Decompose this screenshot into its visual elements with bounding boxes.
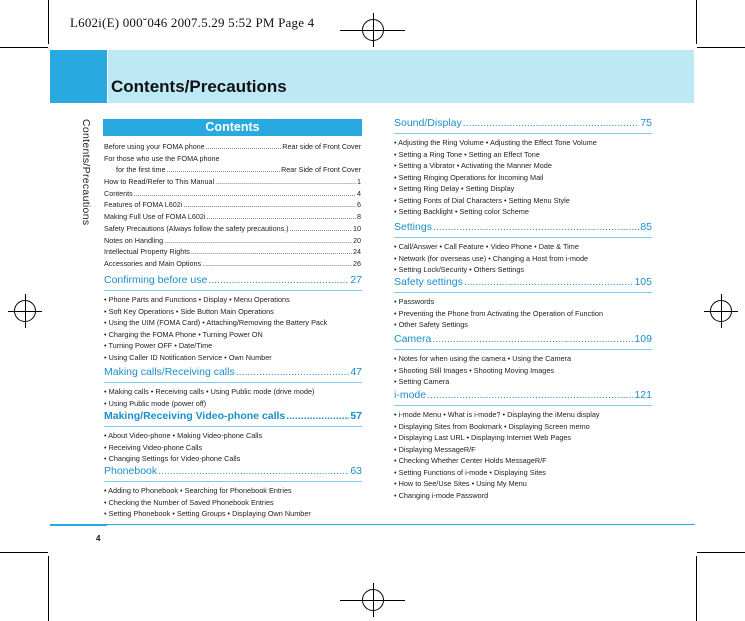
section-heading [394, 221, 652, 238]
bullet-item: • Passwords [394, 297, 435, 306]
toc-entry-title: Features of FOMA L602i [104, 200, 183, 210]
toc-entry-page: 1 [357, 177, 361, 187]
toc-entry [104, 153, 361, 165]
section-leader [433, 221, 639, 233]
toc-leader [202, 258, 352, 270]
section-block [394, 389, 652, 501]
toc-entry-page: Rear side of Front Cover [282, 142, 361, 151]
bullet-item: • Setting Ringing Operations for Incoming Mail [394, 172, 544, 182]
toc-entry-title: Intellectual Property Rights [104, 247, 190, 257]
bullet-item: • Checking the Number of Saved Phonebook Entries [104, 497, 274, 507]
bullet-item: • Displaying Sites from Bookmark • Displaying Screen memo [394, 421, 590, 431]
bullet-item: • Phone Parts and Functions • Display • Menu Operations [104, 295, 290, 304]
section-leader [427, 389, 633, 401]
section-heading [394, 276, 652, 293]
crop-mark [48, 0, 49, 44]
registration-mark-right [710, 300, 732, 322]
section-title: Safety settings [394, 276, 463, 288]
bullet-item: • Setting Fonts of Dial Characters • Setting Menu Style [394, 195, 570, 205]
bullet-item: • Using Public mode (power off) [104, 398, 207, 408]
section-title: Making calls/Receiving calls [104, 366, 235, 378]
bullet-list [394, 409, 652, 501]
bullet-item: • Setting a Ring Tone • Setting an Effect Tone [394, 149, 540, 159]
toc-entry-title: Safety Precautions (Always follow the safety precautions.) [104, 223, 289, 233]
bullet-item: • Adding to Phonebook • Searching for Phonebook Entries [104, 486, 292, 495]
section-heading [394, 389, 652, 406]
toc-entry [104, 235, 361, 247]
bullet-list [394, 353, 652, 388]
bullet-list [394, 241, 652, 276]
toc-entry [104, 176, 361, 188]
toc-entry [104, 199, 361, 211]
section-leader [158, 465, 349, 477]
bullet-list [104, 485, 362, 520]
bullet-item: • Preventing the Phone from Activating the Operation of Function [394, 308, 604, 318]
bullet-item: • Setting Backlight • Setting color Scheme [394, 207, 529, 216]
bullet-list [104, 430, 362, 465]
page-title: Contents/Precautions [111, 77, 287, 96]
toc-entry-title: Making Full Use of FOMA L602i [104, 212, 206, 222]
bullet-item: • Displaying Last URL • Displaying Internet Web Pages [394, 433, 572, 442]
toc-entry-page: 26 [353, 258, 361, 268]
bullet-item: • Using Caller ID Notification Service • Own Number [104, 352, 272, 362]
toc-entry-title: Accessories and Main Options [104, 258, 202, 268]
section-page: 27 [350, 274, 362, 286]
bullet-item: • Using the UIM (FOMA Card) • Attaching/Removing the Battery Pack [104, 318, 328, 327]
section-heading [394, 333, 652, 350]
section-title: Phonebook [104, 465, 158, 477]
crop-mark [697, 552, 745, 553]
bullet-list [104, 386, 362, 409]
section-leader [464, 276, 634, 288]
bullet-item: • Changing Settings for Video-phone Calls [104, 454, 241, 463]
section-block [104, 366, 362, 409]
toc-entry [104, 188, 361, 200]
toc-leader [183, 199, 356, 211]
bullet-item: • Setting Camera [394, 377, 450, 386]
toc-entry [104, 211, 361, 223]
bullet-item: • Setting Lock/Security • Others Settings [394, 265, 525, 274]
section-heading [104, 465, 362, 482]
bullet-item: • Charging the FOMA Phone • Turning Power ON [104, 329, 263, 339]
toc-entry-page: 4 [357, 188, 361, 198]
bullet-list [394, 137, 652, 218]
registration-mark-top [362, 19, 384, 41]
bottom-rule [50, 524, 695, 525]
section-heading [394, 117, 652, 134]
bullet-item: • Checking Whether Center Holds MessageR/F [394, 456, 547, 465]
toc-entry-title: Before using your FOMA phone [104, 142, 205, 151]
toc-entry-page: 24 [353, 247, 361, 257]
section-heading [104, 410, 362, 427]
section-leader [286, 410, 349, 422]
crop-mark [48, 556, 49, 621]
bullet-list [104, 294, 362, 363]
toc-entry-title: Contents [104, 188, 133, 198]
toc-entry [104, 246, 361, 258]
crop-mark [697, 47, 745, 48]
toc-entry-title: Notes on Handling [104, 235, 164, 245]
toc-entry-page: 10 [353, 223, 361, 233]
toc-leader [134, 188, 356, 200]
section-page: 75 [640, 117, 652, 129]
bullet-item: • Soft Key Operations • Side Button Main Operations [104, 306, 274, 316]
toc-entry-page: 20 [353, 235, 361, 245]
toc-leader [191, 246, 352, 258]
section-block [104, 465, 362, 520]
crop-mark [696, 0, 697, 44]
section-page: 57 [350, 410, 362, 422]
contents-heading: Contents [103, 119, 362, 136]
section-block [394, 333, 652, 388]
bullet-item: • Turning Power OFF • Date/Time [104, 341, 213, 350]
section-title: Settings [394, 221, 432, 233]
section-title: Camera [394, 333, 432, 345]
toc-leader [215, 176, 356, 188]
toc-entry-title: How to Read/Refer to This Manual [104, 177, 215, 187]
section-block [394, 276, 652, 331]
crop-mark [0, 47, 48, 48]
section-page: 47 [350, 366, 362, 378]
section-title: Sound/Display [394, 117, 462, 129]
toc-leader [206, 141, 282, 153]
print-header: L602i(E) 000˘046 2007.5.29 5:52 PM Page 4 [70, 15, 315, 30]
section-page: 109 [634, 333, 652, 345]
bullet-item: • Receiving Video-phone Calls [104, 442, 203, 452]
toc-entry-page: 8 [357, 212, 361, 222]
toc-entry [104, 164, 361, 176]
section-page: 121 [634, 389, 652, 401]
bullet-item: • How to See/Use Sites • Using My Menu [394, 479, 527, 488]
section-heading [104, 274, 362, 291]
section-block [104, 274, 362, 363]
page-number: 4 [96, 534, 101, 543]
bullet-item: • Displaying MessageR/F [394, 444, 476, 454]
bullet-item: • Setting a Vibrator • Activating the Manner Mode [394, 161, 552, 170]
section-leader [432, 333, 633, 345]
section-leader [208, 274, 349, 286]
bullet-item: • Shooting Still Images • Shooting Moving Images [394, 365, 555, 375]
bullet-item: • i-mode Menu • What is i-mode? • Displaying the iMenu display [394, 410, 600, 419]
bullet-list [394, 296, 652, 331]
registration-mark-left [14, 300, 36, 322]
section-block [394, 221, 652, 276]
section-heading [104, 366, 362, 383]
bottom-accent [50, 524, 107, 526]
toc-leader [164, 235, 352, 247]
bullet-item: • Adjusting the Ring Volume • Adjusting the Effect Tone Volume [394, 138, 597, 147]
section-leader [236, 366, 350, 378]
toc-leader [167, 164, 281, 176]
toc-leader [206, 211, 356, 223]
bullet-item: • Changing i-mode Password [394, 490, 489, 500]
side-label: Contents/Precautions [80, 119, 92, 226]
bullet-item: • Other Safety Settings [394, 320, 468, 329]
crop-mark [696, 556, 697, 621]
section-leader [463, 117, 640, 129]
bullet-item: • Setting Phonebook • Setting Groups • Displaying Own Number [104, 509, 311, 518]
bullet-item: • Making calls • Receiving calls • Using Public mode (drive mode) [104, 387, 315, 396]
toc-entry [104, 223, 361, 235]
section-title: Confirming before use [104, 274, 208, 286]
toc-leader [290, 223, 352, 235]
section-page: 63 [350, 465, 362, 477]
toc-entry-page: 6 [357, 200, 361, 210]
section-title: i-mode [394, 389, 427, 401]
bullet-item: • Setting Functions of i-mode • Displaying Sites [394, 467, 546, 477]
toc-entry-title: for the first time [116, 165, 166, 175]
bullet-item: • Setting Ring Delay • Setting Display [394, 184, 515, 193]
bullet-item: • Network (for overseas use) • Changing a Host from i-mode [394, 253, 589, 263]
title-accent-block [50, 50, 107, 103]
bullet-item: • Notes for when using the camera • Using the Camera [394, 354, 572, 363]
toc-entry-page: Rear Side of Front Cover [281, 165, 361, 175]
registration-mark-bottom [362, 589, 384, 611]
toc-list [104, 141, 361, 270]
section-page: 85 [640, 221, 652, 233]
section-block [394, 117, 652, 218]
crop-mark [0, 552, 48, 553]
bullet-item: • About Video-phone • Making Video-phone Calls [104, 431, 263, 440]
bullet-item: • Call/Answer • Call Feature • Video Phone • Date & Time [394, 242, 579, 251]
section-block [104, 410, 362, 465]
section-page: 105 [634, 276, 652, 288]
toc-entry-title: For those who use the FOMA phone [104, 153, 220, 163]
toc-entry [104, 258, 361, 270]
toc-entry [104, 141, 361, 153]
section-title: Making/Receiving Video-phone calls [104, 410, 286, 422]
